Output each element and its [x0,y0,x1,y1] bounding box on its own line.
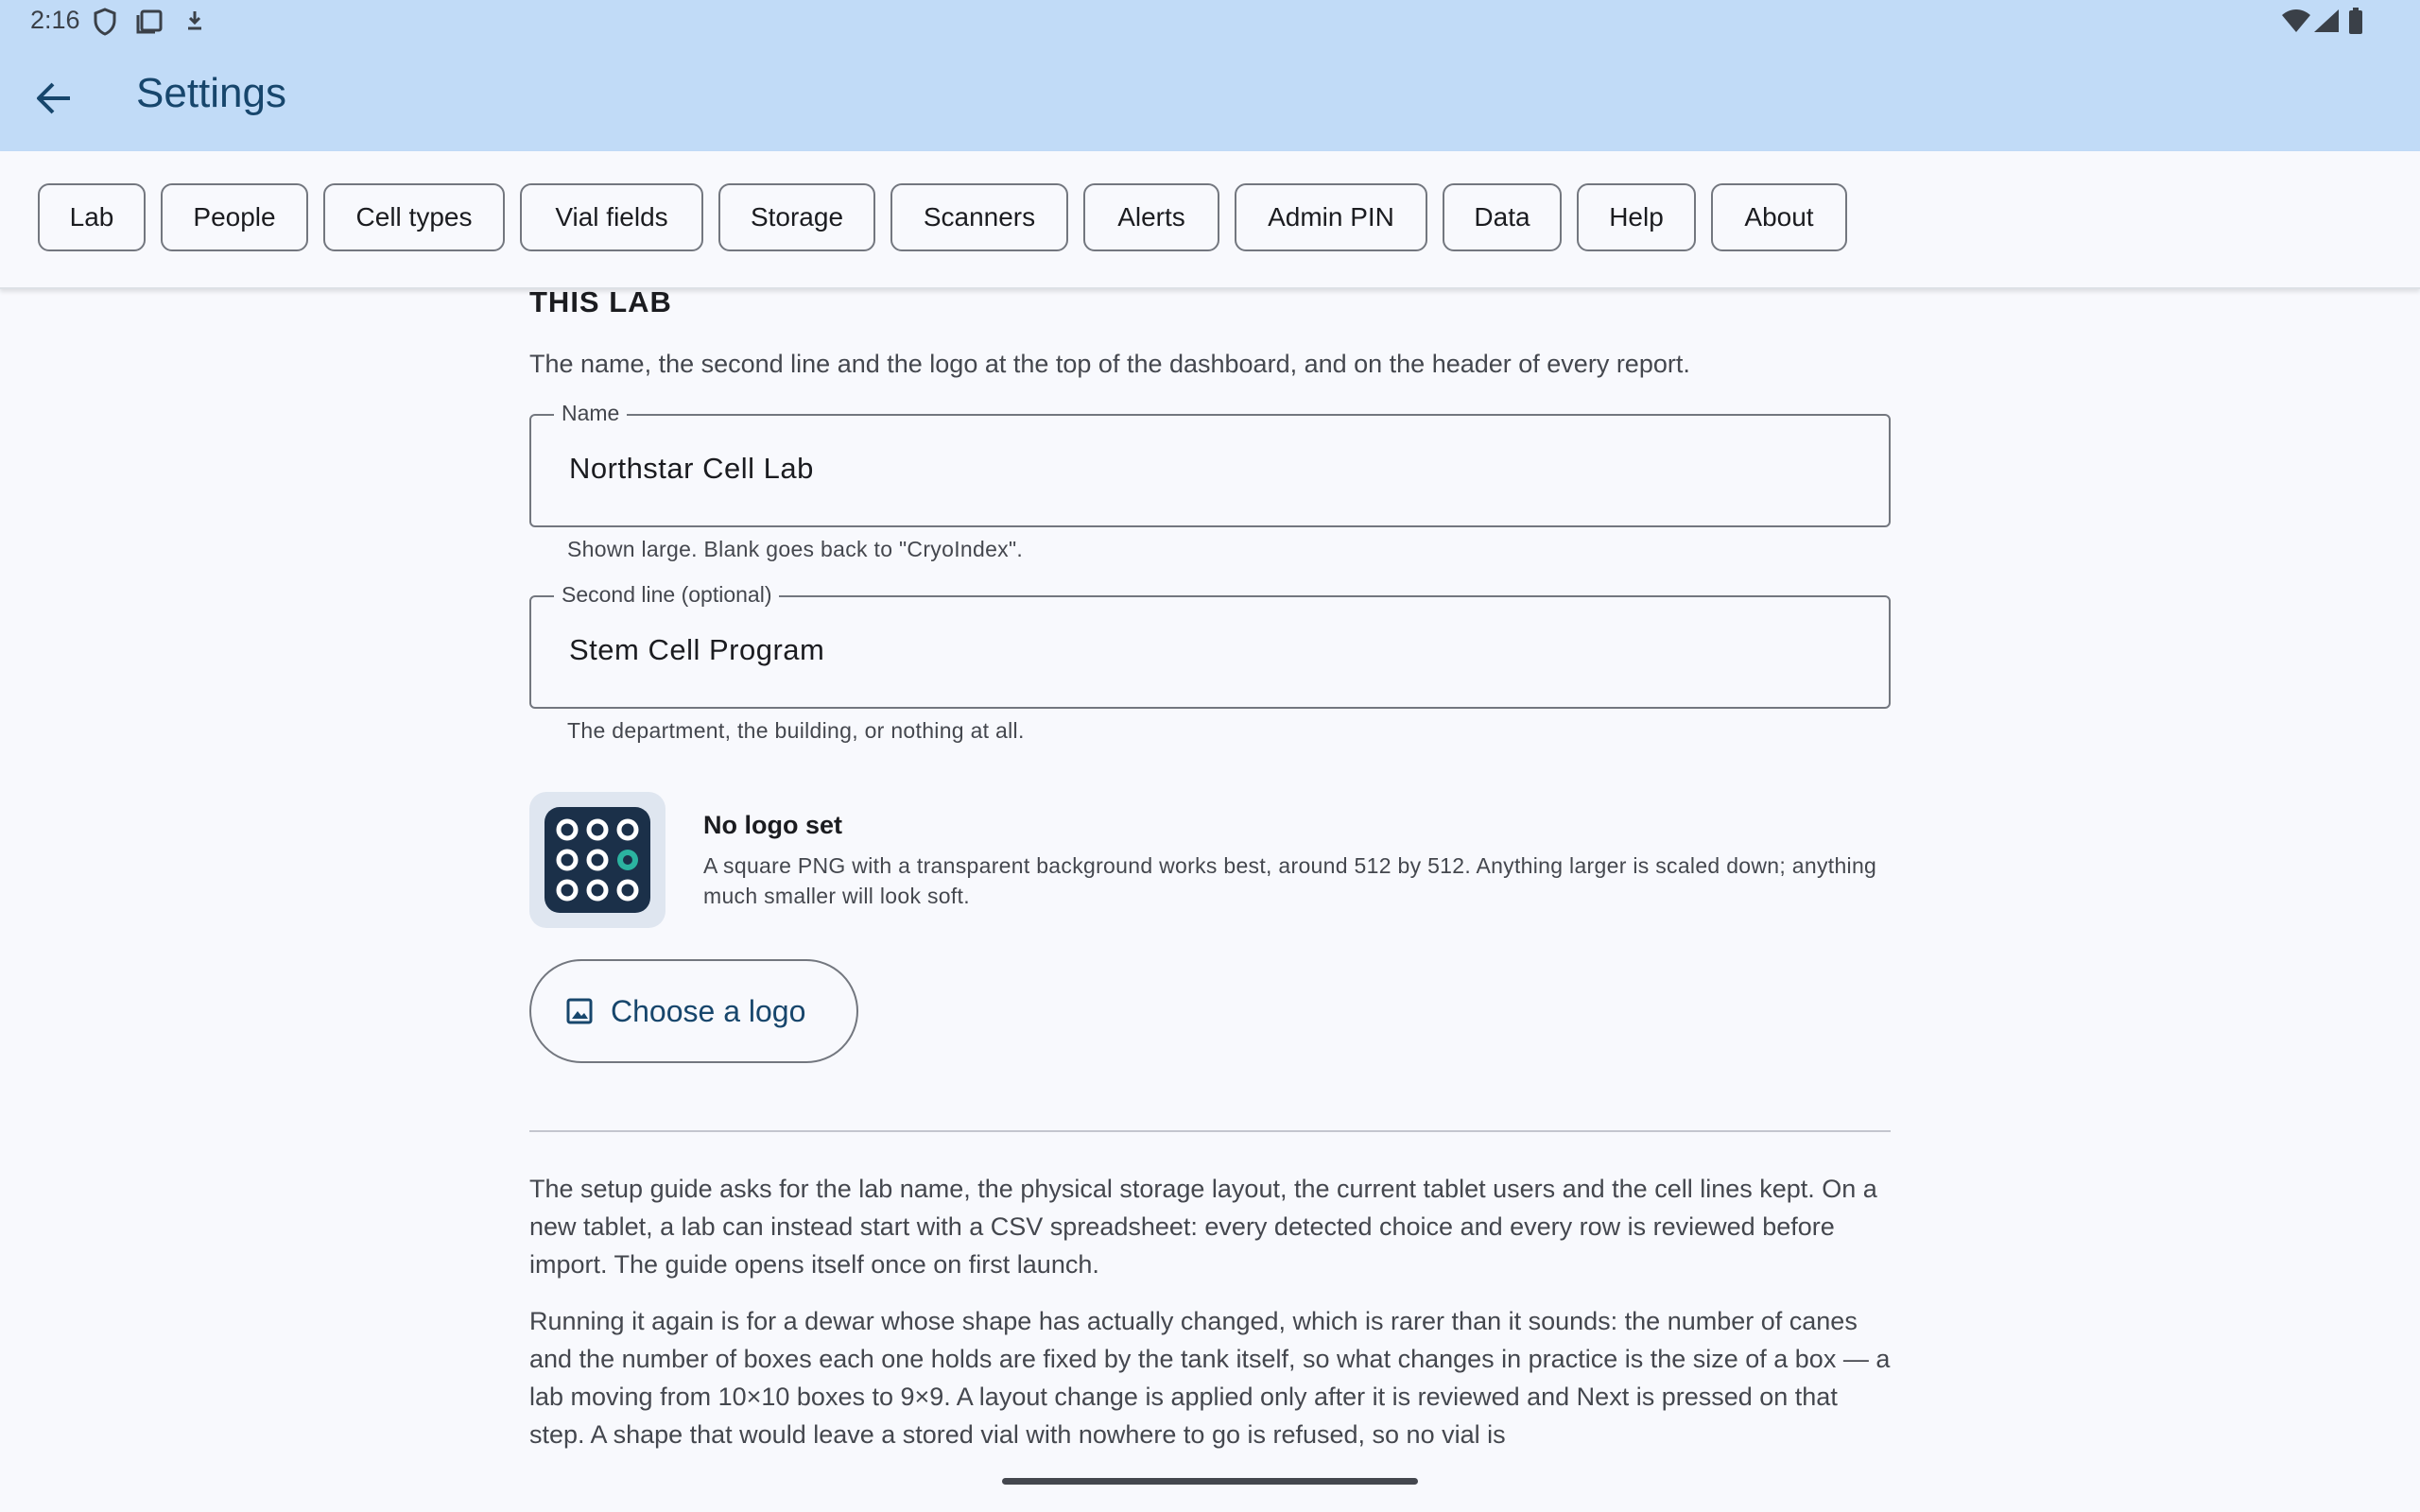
choose-logo-button[interactable] [529,959,858,1063]
logo-preview [529,792,666,928]
section-heading: THIS LAB [529,285,672,318]
back-button[interactable] [23,68,83,129]
tab-cell-types[interactable]: Cell types [323,183,505,251]
logo-status-title: No logo set [703,811,842,839]
wifi-icon [2282,9,2310,37]
name-field-label: Name [554,401,627,426]
setup-guide-paragraph-2: Running it again is for a dewar whose shape has actually changed, which is rarer than it sounds: the number of canes and the number of boxes each one holds are fixed by the tank itself, so what changes in practice is the size of a box — a lab moving from 10×10 boxes to 9×9. A layout change is applied only after it is reviewed and Next is pressed on that step. A shape that would leave a stored vial with nowhere to go is refused, so no vial is [529,1307,1891,1449]
second-line-field-value: Stem Cell Program [569,633,825,666]
second-line-field-helper: The department, the building, or nothing at all. [567,718,1025,743]
tab-lab[interactable]: Lab [38,183,146,251]
gesture-nav-handle[interactable] [1002,1478,1418,1485]
divider [529,1130,1891,1132]
battery-icon [2348,8,2363,39]
shield-icon [93,8,117,41]
tab-people[interactable]: People [161,183,308,251]
second-line-field[interactable] [529,582,1891,709]
page-title: Settings [136,70,286,116]
screenshot-icon [136,9,163,39]
tab-scanners[interactable]: Scanners [890,183,1068,251]
download-icon [185,9,204,37]
tab-storage[interactable]: Storage [718,183,875,251]
tab-alerts[interactable]: Alerts [1083,183,1219,251]
signal-icon [2314,9,2339,37]
tab-vial-fields[interactable]: Vial fields [520,183,703,251]
back-arrow-icon [34,81,72,115]
app-logo-icon [544,807,650,913]
name-field[interactable] [529,401,1891,527]
status-time: 2:16 [30,6,80,34]
tab-help[interactable]: Help [1577,183,1696,251]
setup-guide-paragraph-1: The setup guide asks for the lab name, the physical storage layout, the current tablet users and the cell lines kept. On a new tablet, a lab can instead start with a CSV spreadsheet: every detected choice and every row is reviewed before import. The guide opens itself once on first launch. [529,1175,1877,1279]
choose-logo-label: Choose a logo [611,993,806,1028]
image-icon [565,997,594,1025]
app-bar [0,0,2420,151]
tab-about[interactable]: About [1711,183,1847,251]
tab-admin-pin[interactable]: Admin PIN [1235,183,1427,251]
tab-data[interactable]: Data [1443,183,1562,251]
logo-help-text: A square PNG with a transparent background works best, around 512 by 512. Anything larger is scaled down; anything much smaller will look soft. [703,853,1877,908]
name-field-value: Northstar Cell Lab [569,452,814,485]
section-description: The name, the second line and the logo at the top of the dashboard, and on the header of every report. [529,350,1690,378]
name-field-helper: Shown large. Blank goes back to "CryoIndex". [567,537,1024,561]
second-line-field-label: Second line (optional) [554,582,779,608]
settings-tabs [0,151,2420,289]
